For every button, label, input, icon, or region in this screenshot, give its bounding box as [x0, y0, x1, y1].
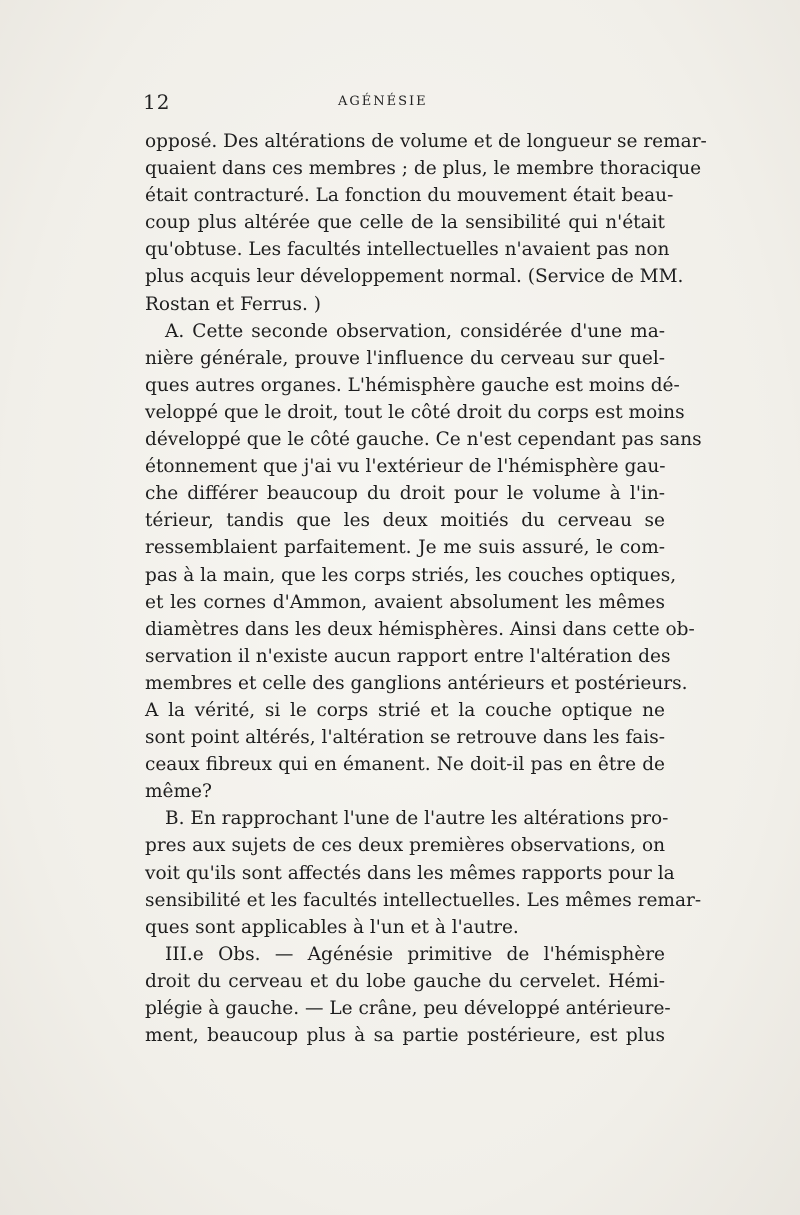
text-line: voit qu'ils sont affectés dans les mêmes rapports pour la — [145, 862, 675, 884]
page-number: 12 — [143, 90, 171, 114]
text-line: III.e Obs. — Agénésie primitive de l'hémisphère — [165, 943, 665, 965]
text-line: opposé. Des altérations de volume et de longueur se remar- — [145, 131, 707, 152]
text-line: plégie à gauche. — Le crâne, peu développé antérieure- — [145, 998, 671, 1019]
page-header — [143, 88, 663, 116]
text-line: sensibilité et les facultés intellectuelles. Les mêmes remar- — [145, 889, 702, 911]
text-line: plus acquis leur développement normal. (Service de MM. — [145, 266, 684, 288]
text-line: et les cornes d'Ammon, avaient absolument les mêmes — [145, 591, 665, 613]
text-line: Rostan et Ferrus. ) — [145, 293, 321, 315]
text-line: pas à la main, que les corps striés, les couches optiques, — [145, 564, 677, 586]
text-line: ceaux fibreux qui en émanent. Ne doit-il pas en être de — [145, 754, 665, 776]
text-line: droit du cerveau et du lobe gauche du cervelet. Hémi- — [145, 970, 665, 992]
text-line: quaient dans ces membres ; de plus, le membre thoracique — [145, 158, 702, 180]
text-line: A. Cette seconde observation, considérée d'une ma- — [165, 320, 665, 342]
text-line: était contracturé. La fonction du mouvement était beau- — [145, 185, 674, 207]
text-line: ques sont applicables à l'un et à l'autre. — [145, 916, 519, 938]
text-line: ment, beaucoup plus à sa partie postérieure, est plus — [145, 1025, 665, 1047]
text-line: B. En rapprochant l'une de l'autre les altérations pro- — [165, 808, 669, 830]
text-line: servation il n'existe aucun rapport entre l'altération des — [145, 645, 671, 667]
text-line: ressemblaient parfaitement. Je me suis assuré, le com- — [145, 537, 665, 559]
text-line: diamètres dans les deux hémisphères. Ainsi dans cette ob- — [145, 618, 695, 640]
text-line: pres aux sujets de ces deux premières observations, on — [145, 835, 665, 857]
text-line: étonnement que j'ai vu l'extérieur de l'hémisphère gau- — [145, 456, 666, 478]
text-line: développé que le côté gauche. Ce n'est cependant pas sans — [145, 429, 702, 451]
text-line: A la vérité, si le corps strié et la couche optique ne — [145, 699, 665, 721]
text-line: qu'obtuse. Les facultés intellectuelles n'avaient pas non — [145, 239, 670, 261]
text-line: même? — [145, 781, 212, 803]
text-line: térieur, tandis que les deux moitiés du cerveau se — [145, 510, 665, 532]
running-title: AGÉNÉSIE — [338, 94, 428, 109]
text-line: veloppé que le droit, tout le côté droit du corps est moins — [145, 401, 685, 423]
text-line: che différer beaucoup du droit pour le volume à l'in- — [145, 483, 665, 505]
text-line: sont point altérés, l'altération se retrouve dans les fais- — [145, 727, 665, 749]
text-line: membres et celle des ganglions antérieurs et postérieurs. — [145, 672, 688, 694]
text-line: coup plus altérée que celle de la sensibilité qui n'était — [145, 212, 665, 234]
text-line: nière générale, prouve l'influence du cerveau sur quel- — [145, 347, 665, 369]
text-line: ques autres organes. L'hémisphère gauche est moins dé- — [145, 374, 680, 396]
body-text — [145, 128, 707, 1049]
